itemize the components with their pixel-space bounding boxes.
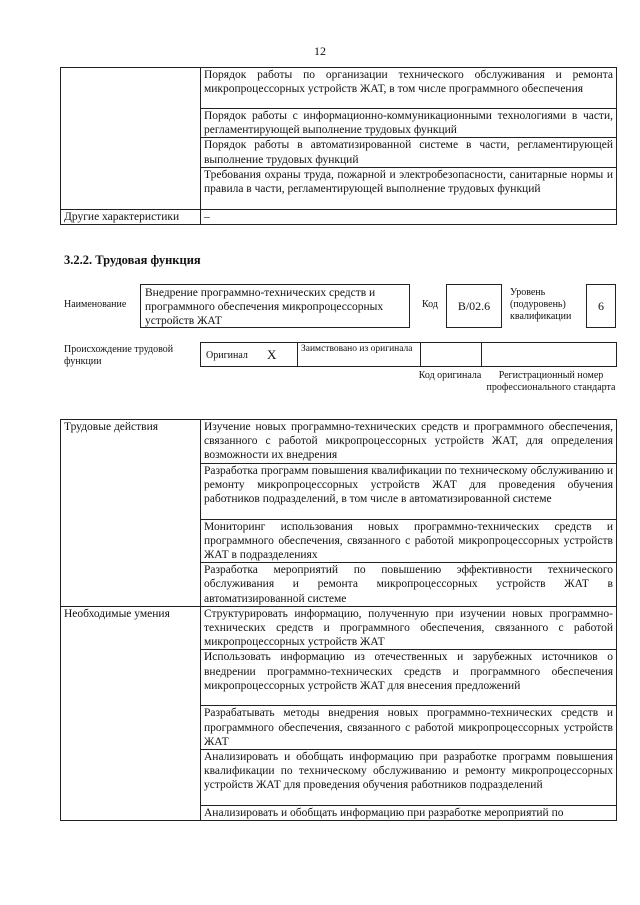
labor-action-item: Разработка мероприятий по повышению эффективности технического обслуживания и ремонта микропроцессорных устройств ЖАТ в автоматизированной системе [201,563,617,607]
skill-item: Разрабатывать методы внедрения новых программно-технических средств и программного обеспечения, связанного с работой микропроцессорных устройств ЖАТ [201,706,617,750]
knowledge-row: Порядок работы с информационно-коммуникационными технологиями в части, регламентирующей выполнение трудовых функций [201,109,617,138]
empty-label-cell [61,68,201,210]
function-name-box: Внедрение программно-технических средств и программного обеспечения микропроцессорных устройств ЖАТ [140,284,410,328]
skill-item: Анализировать и обобщать информацию при разработке мероприятий по [201,806,617,821]
name-label: Наименование [64,299,127,310]
level-label: Уровень (подуровень) квалификации [510,287,572,322]
knowledge-table-continued [60,67,617,225]
original-mark: X [267,347,277,362]
borrowed-label: Заимствовано из оригинала [301,344,413,354]
origin-label: Происхождение трудовой функции [64,344,174,367]
other-characteristics-label: Другие характеристики [61,209,201,224]
page-number: 12 [314,44,326,58]
knowledge-row: Порядок работы в автоматизированной системе в части, регламентирующей выполнение трудовых функций [201,138,617,167]
skill-item: Анализировать и обобщать информацию при разработке программ повышения квалификации по техническому обслуживанию и ремонту микропроцессорных устройств ЖАТ для проведения обучения работников подразделений [201,750,617,806]
skill-item: Использовать информацию из отечественных и зарубежных источников о внедрении программно-технических средств и программного обеспечения микропроцессорных устройств ЖАТ для внесения предложений [201,650,617,706]
actions-skills-table [60,419,617,821]
function-code-box: B/02.6 [446,284,502,328]
other-characteristics-value: – [201,209,617,224]
labor-actions-label: Трудовые действия [61,420,201,607]
knowledge-row: Порядок работы по организации технического обслуживания и ремонта микропроцессорных устройств ЖАТ, в том числе программного обеспечения [201,68,617,109]
qualification-level-box: 6 [586,284,616,328]
original-cell [200,342,298,367]
labor-action-item: Изучение новых программно-технических средств и программного обеспечения, связанного с работой микропроцессорных устройств ЖАТ, для определения возможности их внедрения [201,420,617,464]
knowledge-row: Требования охраны труда, пожарной и электробезопасности, санитарные нормы и правила в части, регламентирующей выполнение трудовых функций [201,167,617,209]
code-original-label: Код оригинала [418,370,482,381]
labor-action-item: Разработка программ повышения квалификации по техническому обслуживанию и ремонту микропроцессорных устройств ЖАТ для проведения обучения работников подразделений, в том числе в автоматизированной системе [201,463,617,519]
reg-number-label: Регистрационный номер профессионального стандарта [486,370,616,393]
reg-number-cell [481,342,617,367]
skill-item: Структурировать информацию, полученную при изучении новых программно-технических средств и программного обеспечения, связанного с работой микропроцессорных устройств ЖАТ [201,606,617,650]
required-skills-label: Необходимые умения [61,606,201,820]
origin-row [200,342,616,367]
code-original-cell [420,342,482,367]
labor-action-item: Мониторинг использования новых программно-технических средств и программного обеспечения, связанного с работой микропроцессорных устройств ЖАТ в подразделениях [201,519,617,563]
borrowed-cell [297,342,421,367]
original-label: Оригинал [206,350,248,361]
code-label: Код [422,299,438,310]
section-heading: 3.2.2. Трудовая функция [64,253,201,267]
